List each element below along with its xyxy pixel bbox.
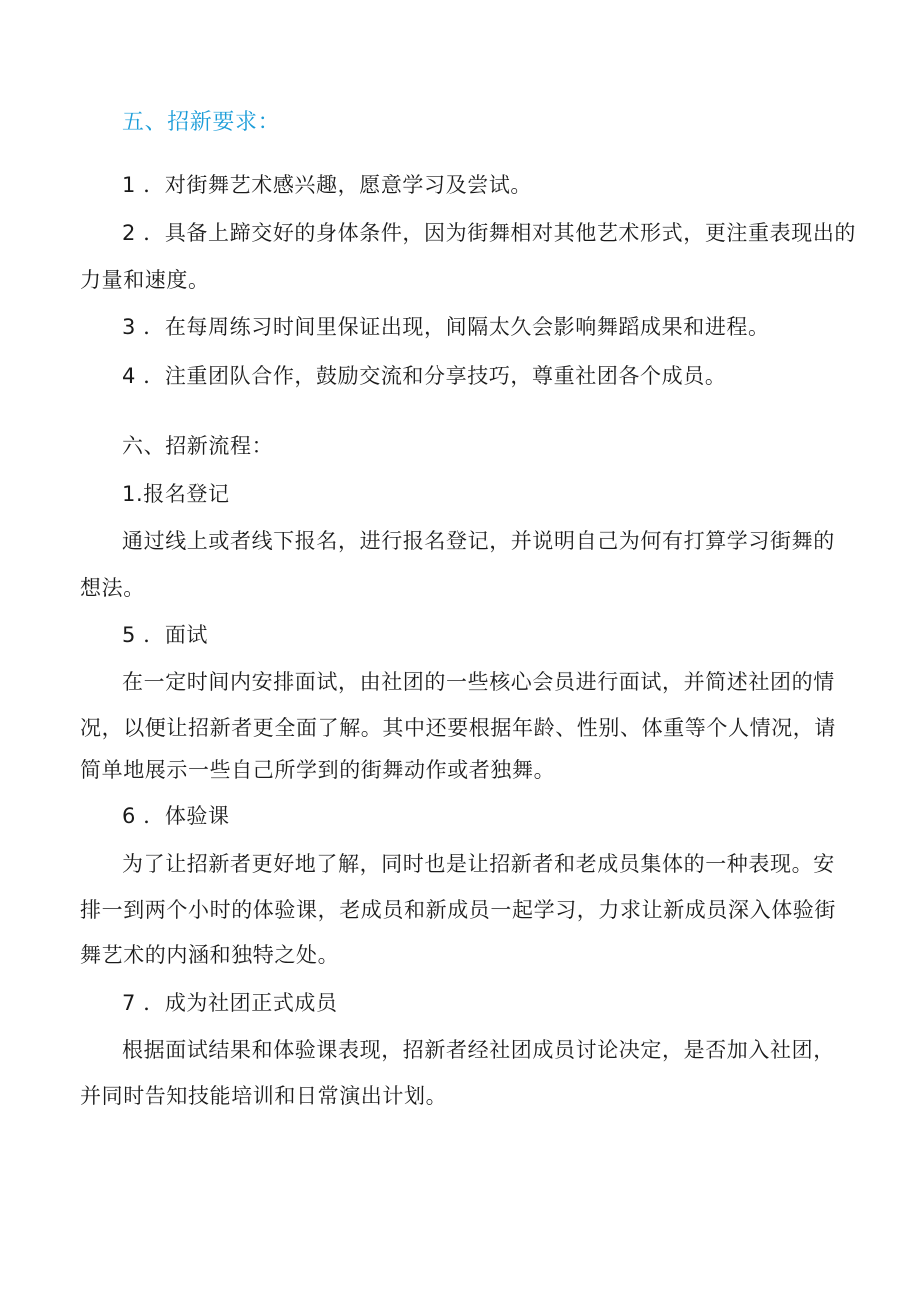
step-5-body-line-1: 在一定时间内安排面试，由社团的一些核心会员进行面试，并简述社团的情 <box>122 670 835 694</box>
step-6-body-line-1: 为了让招新者更好地了解，同时也是让招新者和老成员集体的一种表现。安 <box>122 852 835 876</box>
step-5-body-line-3: 简单地展示一些自己所学到的街舞动作或者独舞。 <box>80 758 556 782</box>
requirement-3: 3 ．在每周练习时间里保证出现，间隔太久会影响舞蹈成果和进程。 <box>122 315 770 339</box>
step-7-body-line-1: 根据面试结果和体验课表现，招新者经社团成员讨论决定，是否加入社团， <box>122 1038 835 1062</box>
step-7-title: 7 ．成为社团正式成员 <box>122 991 338 1015</box>
step-7-body-line-2: 并同时告知技能培训和日常演出计划。 <box>80 1084 448 1108</box>
requirement-1: 1 ．对街舞艺术感兴趣，愿意学习及尝试。 <box>122 173 533 197</box>
section-5-heading: 五、招新要求： <box>122 110 281 135</box>
step-1-body-line-2: 想法。 <box>80 576 145 600</box>
step-5-body-line-2: 况，以便让招新者更全面了解。其中还要根据年龄、性别、体重等个人情况，请 <box>80 716 836 740</box>
step-1-body-line-1: 通过线上或者线下报名，进行报名登记，并说明自己为何有打算学习街舞的 <box>122 529 835 553</box>
step-5-title: 5 ．面试 <box>122 623 209 647</box>
requirement-2-line-1: 2 ．具备上蹄交好的身体条件，因为街舞相对其他艺术形式，更注重表现出的 <box>122 221 857 245</box>
step-6-body-line-2: 排一到两个小时的体验课，老成员和新成员一起学习，力求让新成员深入体验街 <box>80 898 836 922</box>
step-6-title: 6 ．体验课 <box>122 804 230 828</box>
requirement-2-line-2: 力量和速度。 <box>80 268 210 292</box>
section-6-heading: 六、招新流程： <box>122 434 274 458</box>
requirement-4: 4 ．注重团队合作，鼓励交流和分享技巧，尊重社团各个成员。 <box>122 364 727 388</box>
step-1-title: 1.报名登记 <box>122 482 230 506</box>
step-6-body-line-3: 舞艺术的内涵和独特之处。 <box>80 943 340 967</box>
